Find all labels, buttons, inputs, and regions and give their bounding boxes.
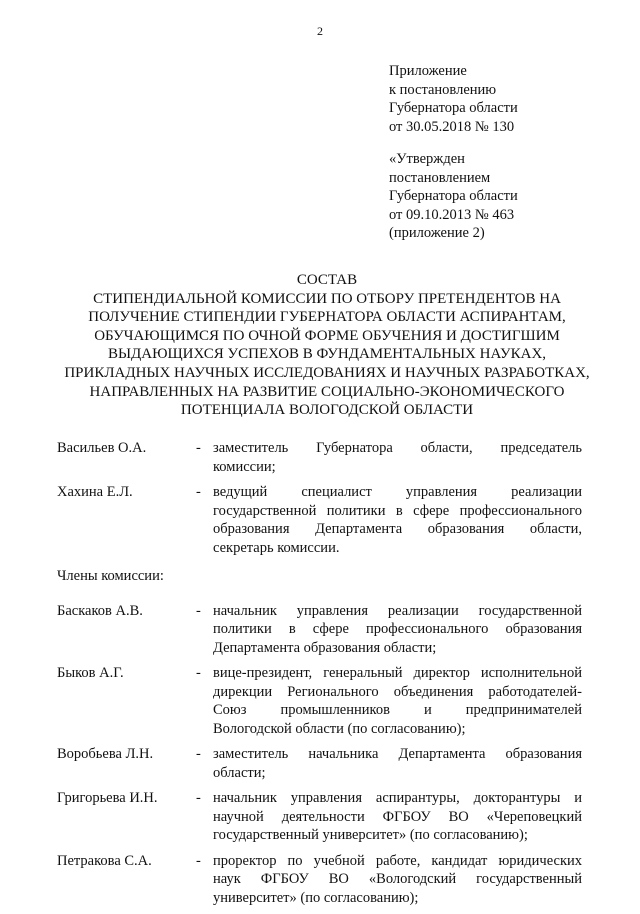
- document-title: [40, 271, 614, 420]
- role-line: Вологодской области (по согласованию);: [213, 720, 466, 737]
- role-line: государственный университет» (по согласованию);: [213, 827, 528, 843]
- annex-line: Приложение: [389, 63, 467, 79]
- role-line: ведущий специалист управления реализации: [213, 484, 582, 500]
- members-label: Члены комиссии:: [57, 568, 164, 584]
- approved-block: [389, 150, 599, 243]
- role-line: наук ФГБОУ ВО «Вологодский государственный: [213, 871, 582, 887]
- role-line: проректор по учебной работе, кандидат юридических: [213, 852, 582, 869]
- member-row: [57, 745, 582, 782]
- approved-line: «Утвержден: [389, 151, 465, 167]
- member-role: [213, 852, 582, 908]
- role-line: секретарь комиссии.: [213, 539, 340, 556]
- title-line: ВЫДАЮЩИХСЯ УСПЕХОВ В ФУНДАМЕНТАЛЬНЫХ НАУКАХ,: [107, 346, 547, 363]
- title-line: ПРИКЛАДНЫХ НАУЧНЫХ ИССЛЕДОВАНИЯХ И НАУЧНЫХ РАЗРАБОТКАХ,: [64, 364, 590, 381]
- role-line: политики в сфере профессионального образования: [213, 621, 582, 637]
- dash: -: [196, 790, 201, 806]
- title-line: ПОЛУЧЕНИЕ СТИПЕНДИИ ГУБЕРНАТОРА ОБЛАСТИ АСПИРАНТАМ,: [88, 309, 566, 326]
- role-line: заместитель Губернатора области, председатель: [213, 440, 582, 456]
- annex-line: Губернатора области: [389, 100, 518, 116]
- approved-line: постановлением: [389, 169, 491, 186]
- member-row: [57, 789, 582, 845]
- member-name: Петракова С.А.: [57, 852, 152, 869]
- role-line: области;: [213, 764, 266, 781]
- annex-line: от 30.05.2018 № 130: [389, 118, 515, 135]
- member-name: Васильев О.А.: [57, 440, 147, 456]
- role-line: университет» (по согласованию);: [213, 889, 419, 906]
- member-name: Быков А.Г.: [57, 665, 124, 681]
- role-line: образования Департамента образования области,: [213, 521, 582, 537]
- member-role: [213, 602, 582, 658]
- title-line: НАПРАВЛЕННЫХ НА РАЗВИТИЕ СОЦИАЛЬНО-ЭКОНОМИЧЕСКОГО: [89, 383, 565, 400]
- member-name: Григорьева И.Н.: [57, 790, 158, 806]
- member-row: [57, 852, 582, 908]
- member-role: [213, 664, 582, 738]
- page-number: 2: [317, 24, 323, 38]
- role-line: научной деятельности ФГБОУ ВО «Череповецкий: [213, 808, 582, 825]
- role-line: дирекции Регионального объединения работодателей-: [213, 683, 582, 700]
- member-role: [213, 439, 582, 476]
- title-line: СОСТАВ: [296, 272, 358, 288]
- title-line: ПОТЕНЦИАЛА ВОЛОГОДСКОЙ ОБЛАСТИ: [180, 402, 474, 419]
- approved-line: Губернатора области: [389, 188, 518, 204]
- approved-line: (приложение 2): [389, 225, 485, 241]
- member-row: [57, 602, 582, 658]
- member-role: [213, 745, 582, 782]
- role-line: Департамента образования области;: [213, 639, 437, 656]
- role-line: государственной политики в сфере профессионального: [213, 502, 582, 519]
- member-row: [57, 664, 582, 738]
- member-row: [57, 439, 582, 476]
- dash: -: [196, 665, 201, 681]
- role-line: начальник управления реализации государственной: [213, 602, 582, 619]
- title-line: СТИПЕНДИАЛЬНОЙ КОМИССИИ ПО ОТБОРУ ПРЕТЕНДЕНТОВ НА: [93, 290, 561, 307]
- annex-line: к постановлению: [389, 81, 497, 98]
- member-role: [213, 483, 582, 557]
- dash: -: [196, 746, 201, 762]
- role-line: заместитель начальника Департамента образования: [213, 746, 582, 762]
- member-name: Баскаков А.В.: [57, 602, 143, 619]
- member-name: Хахина Е.Л.: [57, 484, 133, 500]
- member-row: [57, 483, 582, 557]
- commission-list: [57, 439, 582, 914]
- role-line: Союз промышленников и предпринимателей: [213, 702, 582, 718]
- annex-block: [389, 62, 599, 136]
- role-line: вице-президент, генеральный директор исполнительной: [213, 665, 582, 681]
- role-line: начальник управления аспирантуры, докторантуры и: [213, 790, 582, 806]
- member-name: Воробьева Л.Н.: [57, 746, 154, 762]
- dash: -: [196, 602, 201, 619]
- approved-line: от 09.10.2013 № 463: [389, 206, 515, 223]
- dash: -: [196, 484, 201, 500]
- member-role: [213, 789, 582, 845]
- dash: -: [196, 440, 201, 456]
- title-line: ОБУЧАЮЩИМСЯ ПО ОЧНОЙ ФОРМЕ ОБУЧЕНИЯ И ДОСТИГШИМ: [94, 327, 560, 344]
- role-line: комиссии;: [213, 458, 276, 475]
- dash: -: [196, 852, 201, 869]
